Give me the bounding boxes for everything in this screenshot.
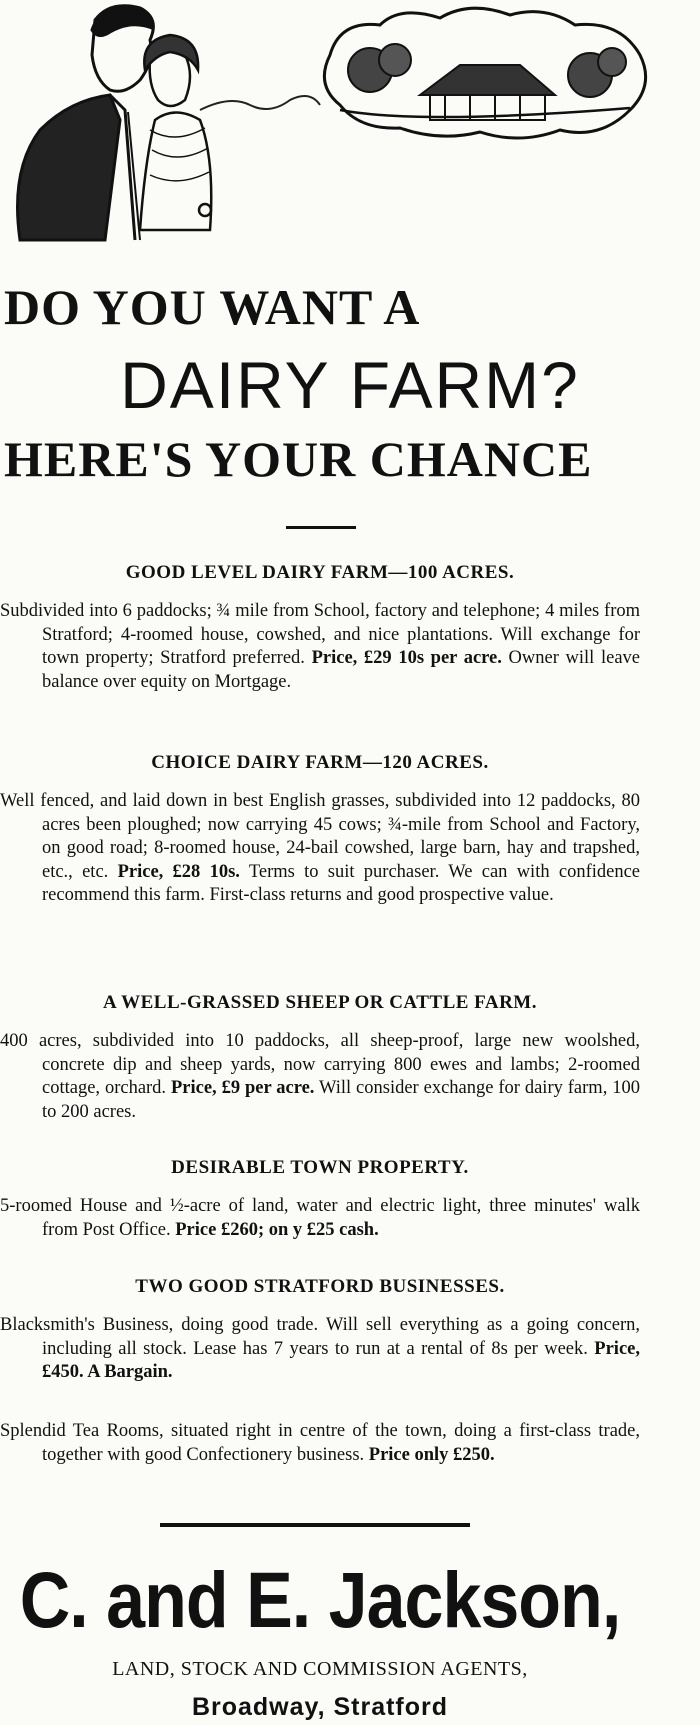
listing-price: Price £260; on y £25 cash. [175, 1219, 379, 1240]
listing-description: Well fenced, and laid down in best English grasses, subdivided into 12 paddocks, 80 acres been ploughed; now carrying 45 cows; ¾-mile from School and Factory, on good road; 8-roomed house, 24-bail cowshed, large barn, hay and trapshed, etc., etc. Price, £28 10s. Terms to suit purchaser. We can with confidence recommend this farm. First-class returns and good prospective value. [0, 791, 641, 905]
listing-town-property [0, 1157, 640, 1242]
listing-description: 5-roomed House and ½-acre of land, water and electric light, three minutes' walk from Post Office. Price £260; on y £25 cash. [0, 1196, 640, 1240]
listing-stratford-businesses [0, 1276, 640, 1385]
listing-description: 400 acres, subdivided into 10 paddocks, all sheep-proof, large new woolshed, concrete dip and sheep yards, now carrying 800 ewes and lambs; 2-roomed cottage, orchard. Price, £9 per acre. Will consider exchange for dairy farm, 100 to 200 acres. [0, 1031, 640, 1122]
listing-price: Price only £250. [368, 1444, 495, 1465]
headline-line-3: HERE'S YOUR CHANCE [4, 431, 593, 487]
woman-figure [140, 35, 211, 230]
headline-line-2: DAIRY FARM? [120, 348, 580, 422]
listing-heading: DESIRABLE TOWN PROPERTY. [171, 1157, 469, 1178]
couple-dreaming-of-farm-illustration [0, 0, 660, 250]
listing-heading: A WELL-GRASSED SHEEP OR CATTLE FARM. [103, 992, 537, 1013]
listing-dairy-farm-100 [0, 562, 640, 694]
listing-sheep-cattle-farm [0, 992, 640, 1124]
listing-price: Price, £9 per acre. [170, 1078, 315, 1098]
firm-tagline: LAND, STOCK AND COMMISSION AGENTS, [112, 1658, 528, 1680]
listing-price: Price, £28 10s. [117, 861, 240, 882]
listing-price: Price, £450. A Bargain. [42, 1338, 640, 1382]
footer-divider-rule [160, 1523, 470, 1527]
listing-dairy-farm-120 [0, 752, 640, 908]
listing-heading: GOOD LEVEL DAIRY FARM—100 ACRES. [125, 562, 515, 583]
listing-description: Subdivided into 6 paddocks; ¾ mile from School, factory and telephone; 4 miles from Stratford; 4-roomed house, cowshed, and nice plantations. Will exchange for town property; Stratford preferred. Price, £29 10s per acre. Owner will leave balance over equity on Mortgage. [0, 601, 640, 692]
listing-description: Blacksmith's Business, doing good trade. Will sell everything as a going concern, including all stock. Lease has 7 years to run at a rental of 8s per week. Price, £450. A Bargain. [0, 1315, 640, 1382]
listing-heading: CHOICE DAIRY FARM—120 ACRES. [151, 752, 489, 773]
firm-name: C. and E. Jackson, [19, 1556, 621, 1644]
headline-line-1: DO YOU WANT A [4, 279, 421, 335]
firm-address: Broadway, Stratford [191, 1693, 449, 1721]
man-figure [18, 6, 154, 240]
listing-price: Price, £29 10s per acre. [311, 648, 502, 668]
listing-description: Splendid Tea Rooms, situated right in centre of the town, doing a first-class trade, together with good Confectionery business. Price only £250. [0, 1421, 640, 1465]
listing-heading: TWO GOOD STRATFORD BUSINESSES. [135, 1276, 505, 1297]
dream-smoke [200, 96, 320, 110]
listing-tea-rooms [0, 1420, 640, 1467]
divider-rule [286, 526, 356, 529]
